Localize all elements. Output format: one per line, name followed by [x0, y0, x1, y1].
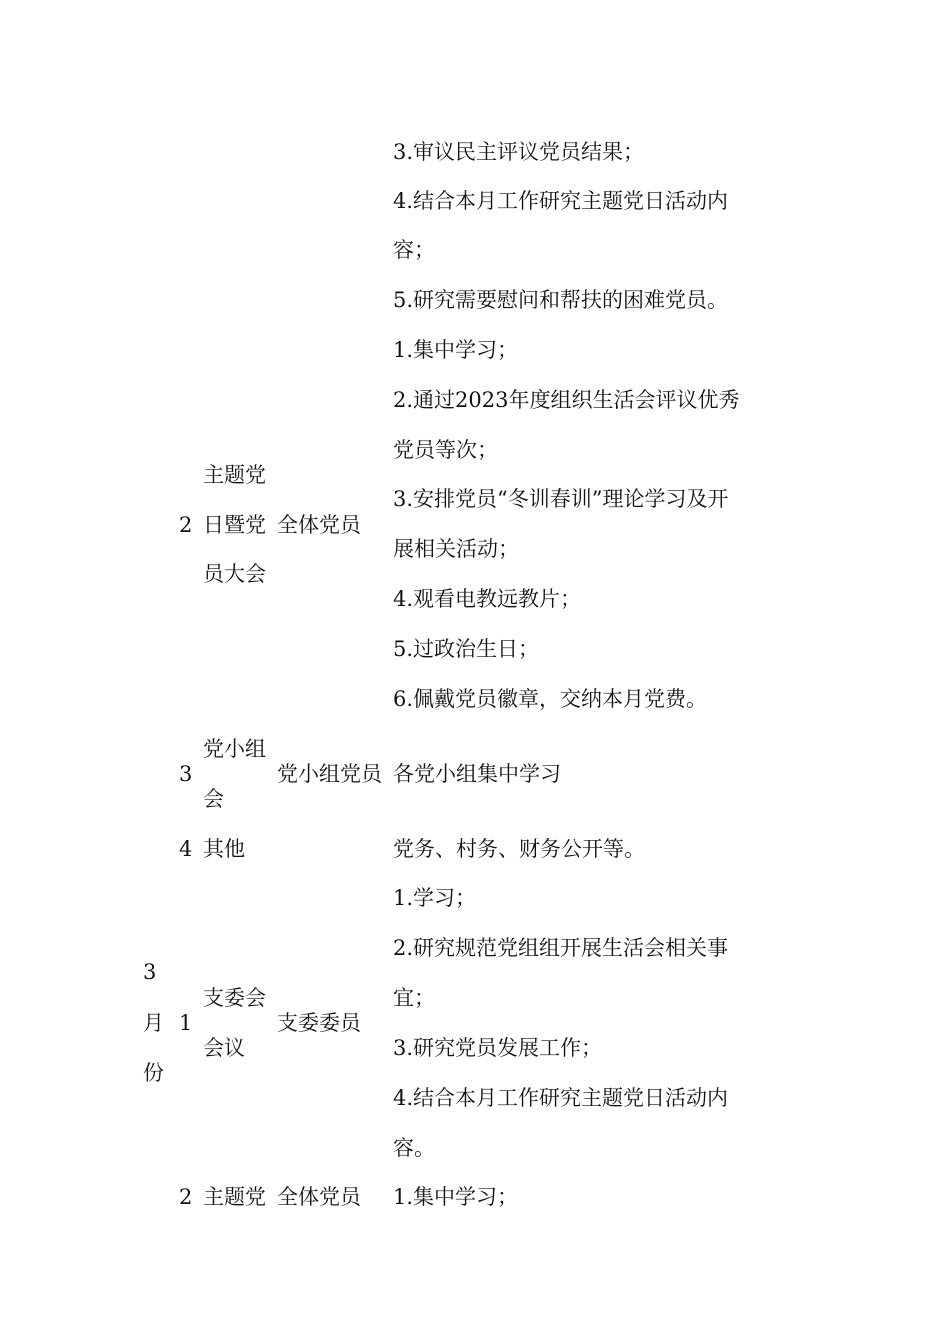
content-line: 1.学习；: [393, 886, 477, 910]
content-line: 3.审议民主评议党员结果；: [393, 140, 645, 164]
attendees: 党小组党员: [277, 762, 382, 786]
content-line: 2.通过2023年度组织生活会评议优秀: [393, 388, 740, 412]
content-line: 5.研究需要慰问和帮扶的困难党员。: [393, 288, 729, 312]
attendees: 全体党员: [277, 513, 361, 537]
content-line: 4.结合本月工作研究主题党日活动内: [393, 189, 729, 213]
content-line: 5.过政治生日；: [393, 637, 540, 661]
item-number: 1: [179, 1011, 193, 1035]
content-line: 2.研究规范党组组开展生活会相关事: [393, 936, 729, 960]
content-line: 1.集中学习；: [393, 338, 519, 362]
attendees: 全体党员: [277, 1185, 361, 1209]
content-line: 6.佩戴党员徽章，交纳本月党费。: [393, 687, 708, 711]
item-number: 2: [179, 513, 193, 537]
content-line: 党员等次；: [393, 438, 498, 462]
activity-type-line: 会议: [203, 1036, 245, 1060]
activity-type-line: 会: [203, 787, 224, 811]
item-number: 2: [179, 1185, 193, 1209]
month-label-char: 月: [143, 1011, 164, 1035]
content-line: 宜；: [393, 986, 435, 1010]
month-label-char: 份: [143, 1061, 164, 1085]
content-line: 3.安排党员“冬训春训”理论学习及开: [393, 487, 729, 511]
content-line: 容。: [393, 1136, 435, 1160]
item-number: 3: [179, 762, 193, 786]
content-line: 党务、村务、财务公开等。: [393, 837, 645, 861]
activity-type-line: 员大会: [203, 562, 266, 586]
content-line: 3.研究党员发展工作；: [393, 1036, 603, 1060]
content-line: 1.集中学习；: [393, 1185, 519, 1209]
item-number: 4: [179, 837, 193, 861]
activity-type-line: 其他: [203, 837, 245, 861]
activity-type-line: 党小组: [203, 737, 266, 761]
content-line: 4.观看电教远教片；: [393, 587, 582, 611]
content-line: 容；: [393, 238, 435, 262]
month-label-char: 3: [143, 960, 157, 984]
attendees: 支委委员: [277, 1011, 361, 1035]
activity-type-line: 主题党: [203, 463, 266, 487]
content-line: 各党小组集中学习: [393, 762, 561, 786]
content-line: 展相关活动；: [393, 537, 519, 561]
content-line: 4.结合本月工作研究主题党日活动内: [393, 1086, 729, 1110]
activity-type-line: 支委会: [203, 986, 266, 1010]
activity-type-line: 日暨党: [203, 513, 266, 537]
activity-type-line: 主题党: [203, 1185, 266, 1209]
